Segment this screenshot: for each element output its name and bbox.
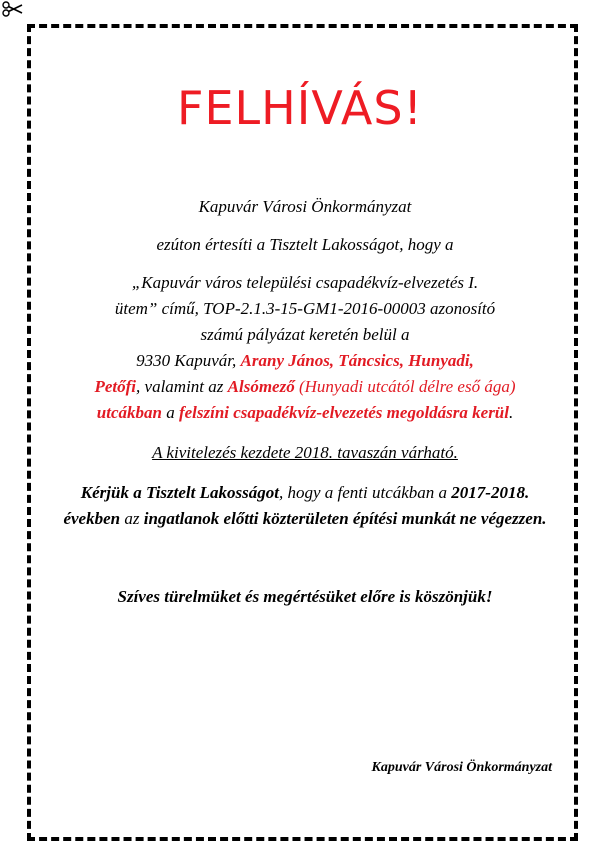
work-description: felszíni csapadékvíz-elvezetés megoldásra kerül — [178, 403, 509, 422]
project-line-3: számú pályázat keretén belül a — [200, 325, 410, 344]
start-note: A kivitelezés kezdete 2018. tavaszán várható. — [152, 443, 458, 462]
address-prefix: 9330 Kapuvár, — [136, 351, 241, 370]
streets-list: Arany János, Táncsics, Hunyadi, — [240, 351, 474, 370]
intro-text: ezúton értesíti a Tisztelt Lakosságot, hogy a — [156, 235, 454, 254]
project-description — [60, 270, 550, 426]
project-line-1: „Kapuvár város települési csapadékvíz-elvezetés I. — [131, 273, 479, 292]
org-name: Kapuvár Városi Önkormányzat — [198, 197, 412, 216]
page-title: FELHÍVÁS! — [177, 81, 423, 135]
notice-body — [60, 194, 550, 610]
sentence-end: . — [508, 403, 514, 422]
connector-text: , valamint az — [136, 377, 228, 396]
signature: Kapuvár Városi Önkormányzat — [371, 760, 552, 775]
connector-text-2: a — [161, 403, 179, 422]
street-petofi: Petőfi — [94, 377, 137, 396]
request-mid-2: az — [120, 509, 144, 528]
request-bold-2: 2017-2018. években — [63, 483, 530, 528]
request-paragraph — [60, 480, 550, 532]
request-mid-1: , hogy a fenti utcákban a — [278, 483, 452, 502]
scissors-icon — [2, 0, 24, 18]
request-bold-3: ingatlanok előtti közterületen építési munkát ne végezzen. — [143, 509, 547, 528]
street-section-note: (Hunyadi utcától délre eső ága) — [294, 377, 516, 396]
project-line-2: ütem” című, TOP-2.1.3-15-GM1-2016-00003 azonosító — [114, 299, 496, 318]
thanks-text: Szíves türelmüket és megértésüket előre is köszönjük! — [117, 587, 493, 606]
streets-word: utcákban — [96, 403, 162, 422]
street-alsomezo: Alsómező — [227, 377, 295, 396]
request-bold-1: Kérjük a Tisztelt Lakosságot — [80, 483, 279, 502]
